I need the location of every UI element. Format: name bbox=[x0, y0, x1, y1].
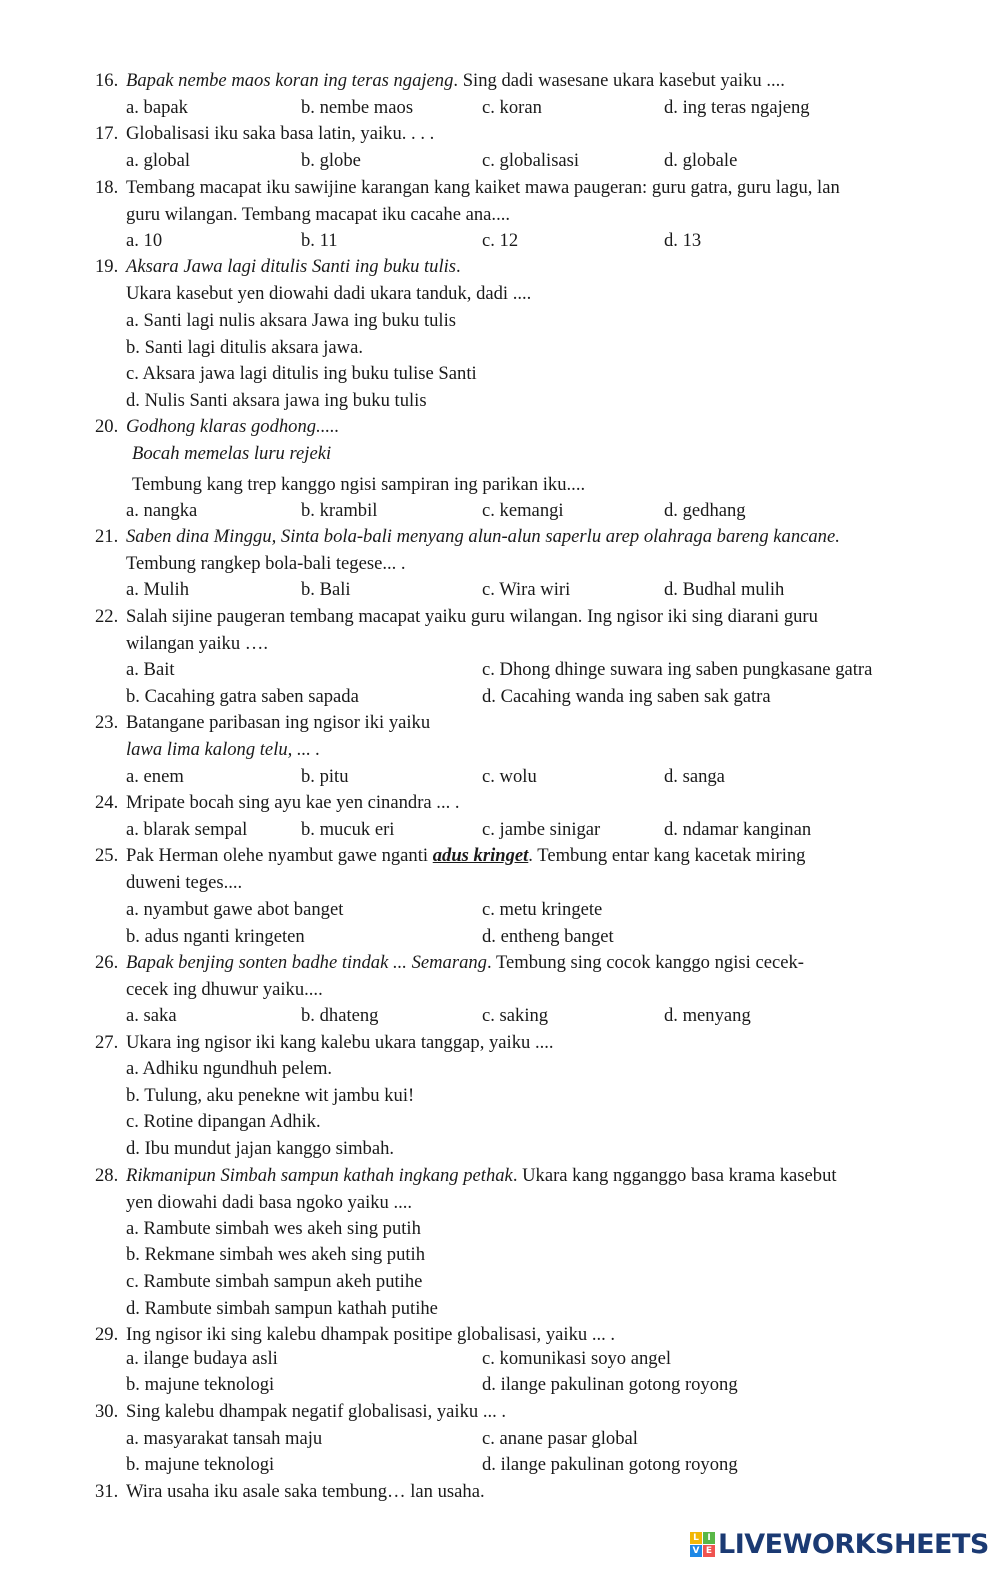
question-number: 21. bbox=[95, 526, 119, 547]
question-text: Sing kalebu dhampak negatif globalisasi, yaiku ... . bbox=[126, 1401, 507, 1422]
option-c[interactable]: c. Dhong dhinge suwara ing saben pungkasane gatra bbox=[482, 659, 873, 680]
option-d[interactable]: d. gedhang bbox=[664, 500, 746, 521]
question-number: 17. bbox=[95, 123, 119, 144]
option-c[interactable]: c. metu kringete bbox=[482, 899, 603, 920]
option-b[interactable]: b. majune teknologi bbox=[126, 1454, 275, 1475]
question-text-line1 bbox=[126, 950, 804, 977]
question-text-pre: Pak Herman olehe nyambut gawe nganti bbox=[126, 845, 433, 866]
option-a[interactable]: a. nyambut gawe abot banget bbox=[126, 899, 344, 920]
logo-tiles-icon bbox=[690, 1532, 715, 1557]
option-a[interactable]: a. nangka bbox=[126, 500, 198, 521]
option-a[interactable]: a. Rambute simbah wes akeh sing putih bbox=[126, 1218, 421, 1239]
logo-wordmark: LIVEWORKSHEETS bbox=[718, 1528, 989, 1560]
question-text: Tembung kang trep kanggo ngisi sampiran ing parikan iku.... bbox=[132, 474, 586, 495]
option-d[interactable]: d. ilange pakulinan gotong royong bbox=[482, 1374, 738, 1395]
option-d[interactable]: d. 13 bbox=[664, 230, 702, 251]
option-a[interactable]: a. ilange budaya asli bbox=[126, 1348, 278, 1369]
question-text-line1: Tembang macapat iku sawijine karangan kang kaiket mawa paugeran: guru gatra, guru lagu, lan bbox=[126, 177, 840, 198]
question-number: 24. bbox=[95, 792, 119, 813]
option-c[interactable]: c. saking bbox=[482, 1005, 549, 1026]
option-c[interactable]: c. Rotine dipangan Adhik. bbox=[126, 1111, 321, 1132]
question-text-post: . Tembung entar kang kacetak miring bbox=[528, 845, 806, 866]
option-c[interactable]: c. kemangi bbox=[482, 500, 564, 521]
question-text-italic: Bapak nembe maos koran ing teras ngajeng bbox=[126, 70, 454, 91]
option-a[interactable]: a. blarak sempal bbox=[126, 819, 248, 840]
option-c[interactable]: c. globalisasi bbox=[482, 150, 580, 171]
option-d[interactable]: d. ilange pakulinan gotong royong bbox=[482, 1454, 738, 1475]
question-number: 27. bbox=[95, 1032, 119, 1053]
parikan-line2: Bocah memelas luru rejeki bbox=[132, 443, 332, 464]
question-number: 18. bbox=[95, 177, 119, 198]
question-text: Wira usaha iku asale saka tembung… lan usaha. bbox=[126, 1481, 485, 1502]
option-b[interactable]: b. 11 bbox=[301, 230, 338, 251]
option-c[interactable]: c. Wira wiri bbox=[482, 579, 571, 600]
option-d[interactable]: d. globale bbox=[664, 150, 738, 171]
question-text-line2: wilangan yaiku …. bbox=[126, 632, 269, 654]
option-a[interactable]: a. enem bbox=[126, 766, 184, 787]
option-a[interactable]: a. Adhiku ngundhuh pelem. bbox=[126, 1058, 333, 1079]
question-number: 23. bbox=[95, 712, 119, 733]
option-b[interactable]: b. Rekmane simbah wes akeh sing putih bbox=[126, 1244, 425, 1265]
option-d[interactable]: d. Cacahing wanda ing saben sak gatra bbox=[482, 686, 771, 707]
question-text-line1: Salah sijine paugeran tembang macapat yaiku guru wilangan. Ing ngisor iki sing diarani guru bbox=[126, 606, 818, 627]
option-a[interactable]: a. Mulih bbox=[126, 579, 190, 600]
question-text: Ukara ing ngisor iki kang kalebu ukara tanggap, yaiku .... bbox=[126, 1032, 554, 1053]
option-d[interactable]: d. ndamar kanginan bbox=[664, 819, 812, 840]
option-b[interactable]: b. Bali bbox=[301, 579, 351, 600]
logo-tile: V bbox=[690, 1545, 702, 1557]
option-b[interactable]: b. mucuk eri bbox=[301, 819, 395, 840]
option-a[interactable]: a. masyarakat tansah maju bbox=[126, 1428, 323, 1449]
question-number: 26. bbox=[95, 952, 119, 973]
question-text-italic: Aksara Jawa lagi ditulis Santi ing buku tulis bbox=[126, 256, 457, 277]
question-text-line1 bbox=[126, 843, 805, 870]
option-b[interactable]: b. Santi lagi ditulis aksara jawa. bbox=[126, 337, 364, 358]
option-c[interactable]: c. komunikasi soyo angel bbox=[482, 1348, 672, 1369]
option-a[interactable]: a. Bait bbox=[126, 659, 175, 680]
option-b[interactable]: b. majune teknologi bbox=[126, 1374, 275, 1395]
option-b[interactable]: b. adus nganti kringeten bbox=[126, 926, 305, 947]
option-a[interactable]: a. bapak bbox=[126, 97, 188, 118]
option-d[interactable]: d. sanga bbox=[664, 766, 725, 787]
parikan-line1: Godhong klaras godhong..... bbox=[126, 416, 340, 437]
option-c[interactable]: c. anane pasar global bbox=[482, 1428, 638, 1449]
proverb-text: lawa lima kalong telu, ... . bbox=[126, 738, 321, 760]
option-a[interactable]: a. Santi lagi nulis aksara Jawa ing buku tulis bbox=[126, 310, 456, 331]
emphasized-phrase: adus kringet bbox=[432, 845, 529, 866]
question-text-italic: Bapak benjing sonten badhe tindak ... Semarang bbox=[126, 952, 487, 973]
question-text-line1 bbox=[126, 1163, 837, 1190]
option-c[interactable]: c. Aksara jawa lagi ditulis ing buku tulise Santi bbox=[126, 363, 477, 384]
option-a[interactable]: a. 10 bbox=[126, 230, 163, 251]
logo-tile: I bbox=[703, 1532, 715, 1544]
option-a[interactable]: a. saka bbox=[126, 1005, 177, 1026]
question-text: Globalisasi iku saka basa latin, yaiku. . . . bbox=[126, 123, 435, 144]
question-text bbox=[126, 68, 785, 95]
question-text-line1: Saben dina Minggu, Sinta bola-bali menyang alun-alun saperlu arep olahraga bareng kancane. bbox=[126, 526, 840, 547]
liveworksheets-logo bbox=[690, 1527, 989, 1561]
question-text-line2: guru wilangan. Tembang macapat iku cacahe ana.... bbox=[126, 203, 511, 225]
question-text-line1: Batangane paribasan ing ngisor iki yaiku bbox=[126, 712, 431, 733]
question-text-line2: duweni teges.... bbox=[126, 871, 243, 893]
question-number: 29. bbox=[95, 1324, 119, 1345]
logo-tile: L bbox=[690, 1532, 702, 1544]
question-text-end: . bbox=[456, 256, 461, 277]
question-number: 25. bbox=[95, 845, 119, 866]
logo-tile: E bbox=[703, 1545, 715, 1557]
question-number: 30. bbox=[95, 1401, 119, 1422]
option-b[interactable]: b. dhateng bbox=[301, 1005, 379, 1026]
question-text-rest: . Sing dadi wasesane ukara kasebut yaiku .... bbox=[453, 70, 785, 91]
question-number: 19. bbox=[95, 256, 119, 277]
option-a[interactable]: a. global bbox=[126, 150, 191, 171]
option-b[interactable]: b. pitu bbox=[301, 766, 349, 787]
question-text-rest: . Tembung sing cocok kanggo ngisi cecek- bbox=[486, 952, 804, 973]
question-number: 16. bbox=[95, 70, 119, 91]
question-text-rest: . Ukara kang ngganggo basa krama kasebut bbox=[512, 1165, 837, 1186]
option-d[interactable]: d. menyang bbox=[664, 1005, 751, 1026]
question-text: Ing ngisor iki sing kalebu dhampak positipe globalisasi, yaiku ... . bbox=[126, 1324, 616, 1345]
question-number: 22. bbox=[95, 606, 119, 627]
question-number: 20. bbox=[95, 416, 119, 437]
question-text-italic: Rikmanipun Simbah sampun kathah ingkang pethak bbox=[126, 1165, 513, 1186]
option-b[interactable]: b. Tulung, aku penekne wit jambu kui! bbox=[126, 1085, 415, 1106]
option-d[interactable]: d. Ibu mundut jajan kanggo simbah. bbox=[126, 1138, 395, 1159]
question-text: Mripate bocah sing ayu kae yen cinandra ... . bbox=[126, 792, 460, 813]
option-b[interactable]: b. globe bbox=[301, 150, 361, 171]
option-c[interactable]: c. wolu bbox=[482, 766, 537, 787]
option-d[interactable]: d. Budhal mulih bbox=[664, 579, 785, 600]
question-text-line2: Ukara kasebut yen diowahi dadi ukara tanduk, dadi .... bbox=[126, 282, 532, 304]
option-b[interactable]: b. Cacahing gatra saben sapada bbox=[126, 686, 359, 707]
option-c[interactable]: c. 12 bbox=[482, 230, 519, 251]
question-text-line2: yen diowahi dadi basa ngoko yaiku .... bbox=[126, 1191, 413, 1213]
question-number: 31. bbox=[95, 1481, 119, 1502]
question-text-line2: cecek ing dhuwur yaiku.... bbox=[126, 978, 323, 1000]
question-text-line1 bbox=[126, 254, 461, 281]
option-d[interactable]: d. entheng banget bbox=[482, 926, 614, 947]
option-d[interactable]: d. ing teras ngajeng bbox=[664, 97, 810, 118]
option-c[interactable]: c. Rambute simbah sampun akeh putihe bbox=[126, 1271, 423, 1292]
option-d[interactable]: d. Rambute simbah sampun kathah putihe bbox=[126, 1298, 438, 1319]
option-c[interactable]: c. koran bbox=[482, 97, 542, 118]
option-b[interactable]: b. krambil bbox=[301, 500, 378, 521]
option-d[interactable]: d. Nulis Santi aksara jawa ing buku tulis bbox=[126, 390, 427, 411]
option-b[interactable]: b. nembe maos bbox=[301, 97, 414, 118]
question-number: 28. bbox=[95, 1165, 119, 1186]
option-c[interactable]: c. jambe sinigar bbox=[482, 819, 601, 840]
question-text-line2: Tembung rangkep bola-bali tegese... . bbox=[126, 552, 406, 574]
